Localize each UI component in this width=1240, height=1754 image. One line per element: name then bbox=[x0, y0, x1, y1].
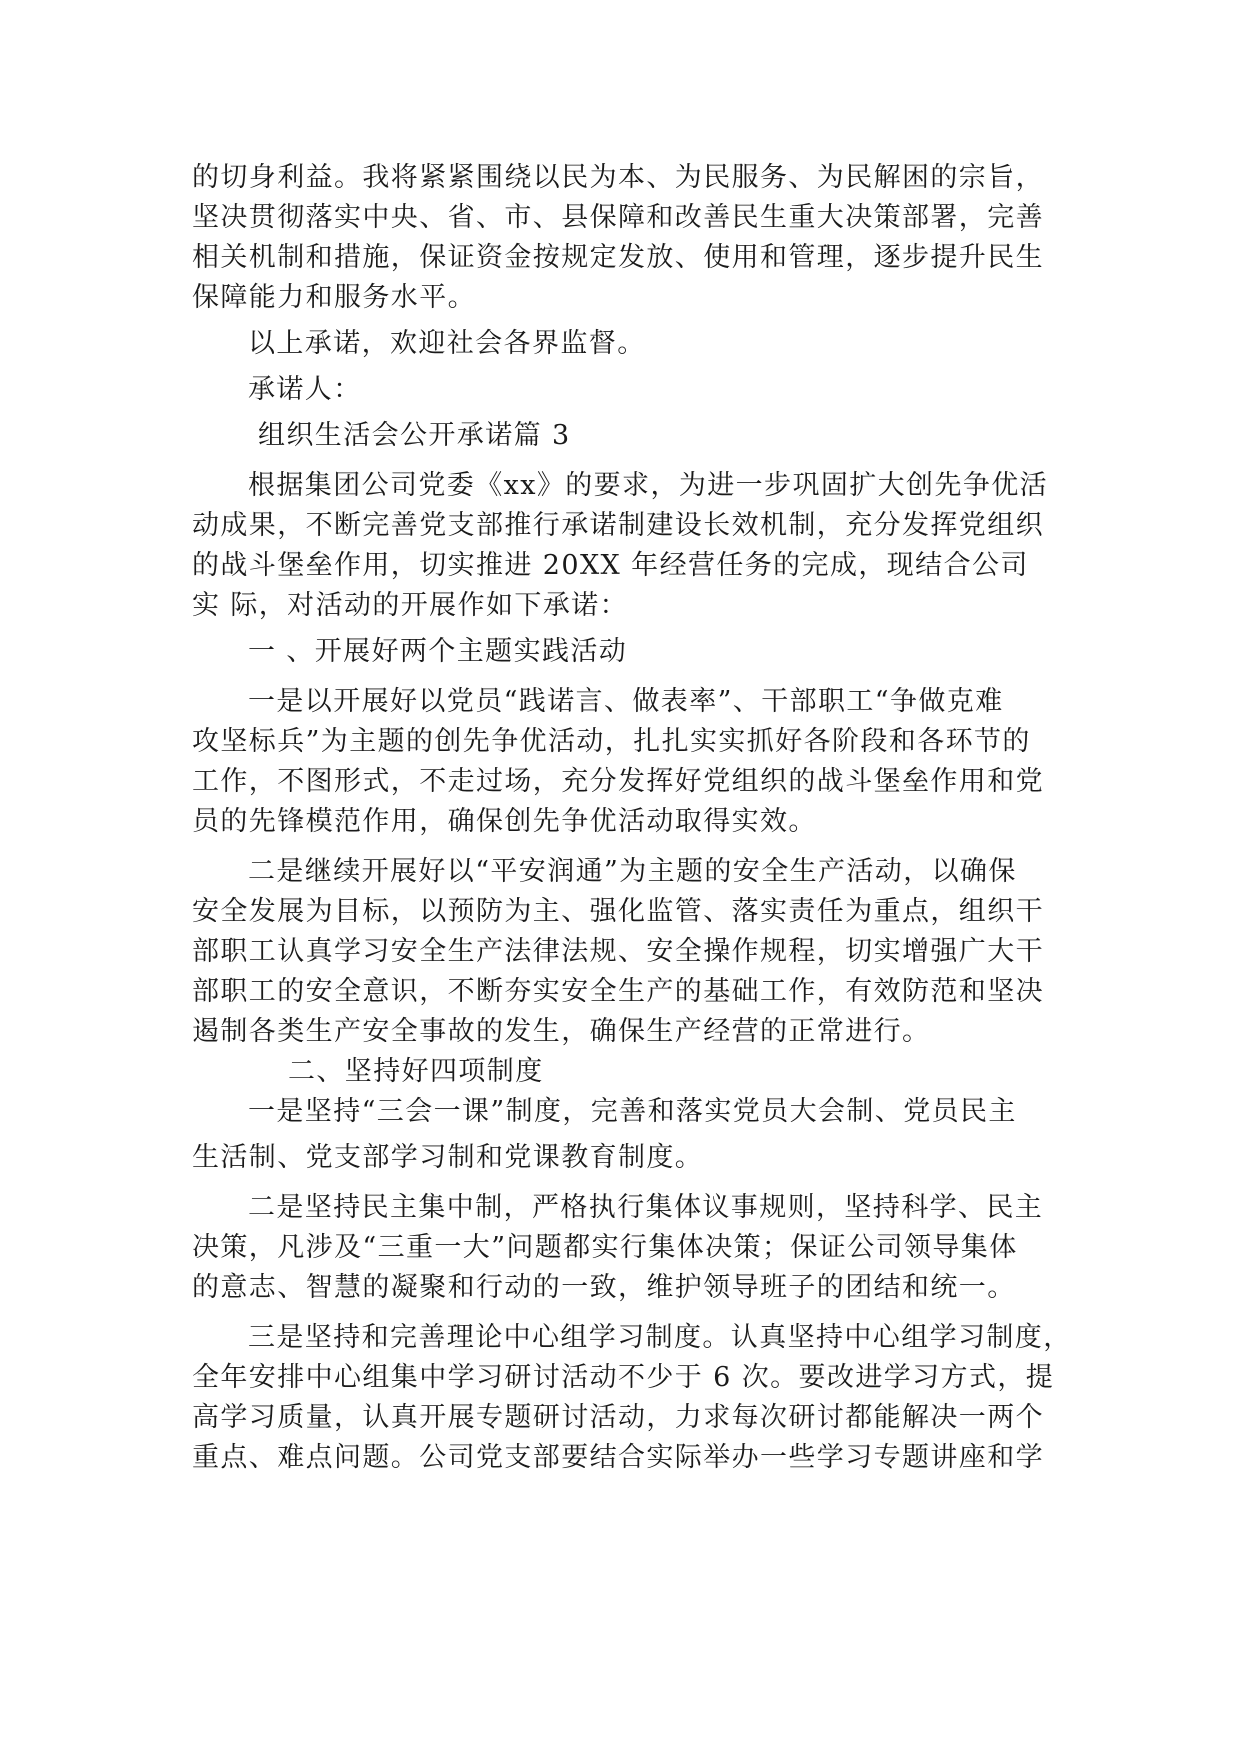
text-line: 实 际，对活动的开展作如下承诺： bbox=[192, 590, 628, 621]
paragraph-continuation bbox=[192, 158, 1072, 318]
text-line: 的切身利益。我将紧紧围绕以民为本、为民服务、为民解困的宗旨， bbox=[192, 162, 1044, 193]
text-line: 高学习质量，认真开展专题研讨活动，力求每次研讨都能解决一两个 bbox=[192, 1402, 1044, 1433]
text-line: 安全发展为目标，以预防为主、强化监管、落实责任为重点，组织干 bbox=[192, 896, 1044, 927]
text-line: 保障能力和服务水平。 bbox=[192, 282, 476, 313]
text-line: 二是继续开展好以“平安润通”为主题的安全生产活动，以确保 bbox=[248, 856, 1017, 887]
paragraph-activity-2 bbox=[192, 852, 1072, 1052]
text-line: 坚决贯彻落实中央、省、市、县保障和改善民生重大决策部署，完善 bbox=[192, 202, 1044, 233]
text-line: 一是以开展好以党员“践诺言、做表率”、干部职工“争做克难 bbox=[248, 686, 1004, 717]
document-page bbox=[192, 158, 1072, 1478]
text-line: 员的先锋模范作用，确保创先争优活动取得实效。 bbox=[192, 806, 817, 837]
paragraph-supervision bbox=[192, 324, 1072, 364]
text-line: 二是坚持民主集中制，严格执行集体议事规则，坚持科学、民主 bbox=[248, 1192, 1044, 1223]
paragraph-system-1 bbox=[192, 1092, 1072, 1178]
text-line: 重点、难点问题。公司党支部要结合实际举办一些学习专题讲座和学 bbox=[192, 1442, 1044, 1473]
text-line: 承诺人： bbox=[248, 374, 362, 405]
text-line: 部职工认真学习安全生产法律法规、安全操作规程，切实增强广大干 bbox=[192, 936, 1044, 967]
heading-text: 组织生活会公开承诺篇 3 bbox=[258, 420, 571, 451]
text-line: 以上承诺，欢迎社会各界监督。 bbox=[248, 328, 646, 359]
signature-line bbox=[192, 370, 1072, 410]
section-heading-1 bbox=[192, 632, 1072, 672]
text-line: 根据集团公司党委《xx》的要求，为进一步巩固扩大创先争优活 bbox=[248, 470, 1049, 501]
text-line: 动成果，不断完善党支部推行承诺制建设长效机制，充分发挥党组织 bbox=[192, 510, 1044, 541]
text-line: 的战斗堡垒作用，切实推进 20XX 年经营任务的完成，现结合公司 bbox=[192, 550, 1029, 581]
text-line: 一是坚持“三会一课”制度，完善和落实党员大会制、党员民主 bbox=[248, 1096, 1017, 1127]
text-line: 工作，不图形式，不走过场，充分发挥好党组织的战斗堡垒作用和党 bbox=[192, 766, 1044, 797]
text-line: 生活制、党支部学习制和党课教育制度。 bbox=[192, 1142, 704, 1173]
section-title bbox=[192, 416, 1072, 456]
text-line: 三是坚持和完善理论中心组学习制度。认真坚持中心组学习制度， bbox=[248, 1322, 1072, 1353]
heading-text: 一 、开展好两个主题实践活动 bbox=[248, 636, 628, 667]
text-line: 相关机制和措施，保证资金按规定发放、使用和管理，逐步提升民生 bbox=[192, 242, 1044, 273]
paragraph-intro bbox=[192, 466, 1072, 626]
paragraph-activity-1 bbox=[192, 682, 1072, 842]
paragraph-system-2 bbox=[192, 1188, 1072, 1308]
text-line: 决策，凡涉及“三重一大”问题都实行集体决策；保证公司领导集体 bbox=[192, 1232, 1018, 1263]
heading-text: 二、坚持好四项制度 bbox=[288, 1056, 544, 1087]
text-line: 遏制各类生产安全事故的发生，确保生产经营的正常进行。 bbox=[192, 1016, 931, 1047]
text-line: 全年安排中心组集中学习研讨活动不少于 6 次。要改进学习方式，提 bbox=[192, 1362, 1055, 1393]
text-line: 部职工的安全意识，不断夯实安全生产的基础工作，有效防范和坚决 bbox=[192, 976, 1044, 1007]
text-line: 的意志、智慧的凝聚和行动的一致，维护领导班子的团结和统一。 bbox=[192, 1272, 1016, 1303]
paragraph-system-3 bbox=[192, 1318, 1072, 1478]
section-heading-2 bbox=[192, 1052, 1072, 1092]
text-line: 攻坚标兵”为主题的创先争优活动，扎扎实实抓好各阶段和各环节的 bbox=[192, 726, 1031, 757]
